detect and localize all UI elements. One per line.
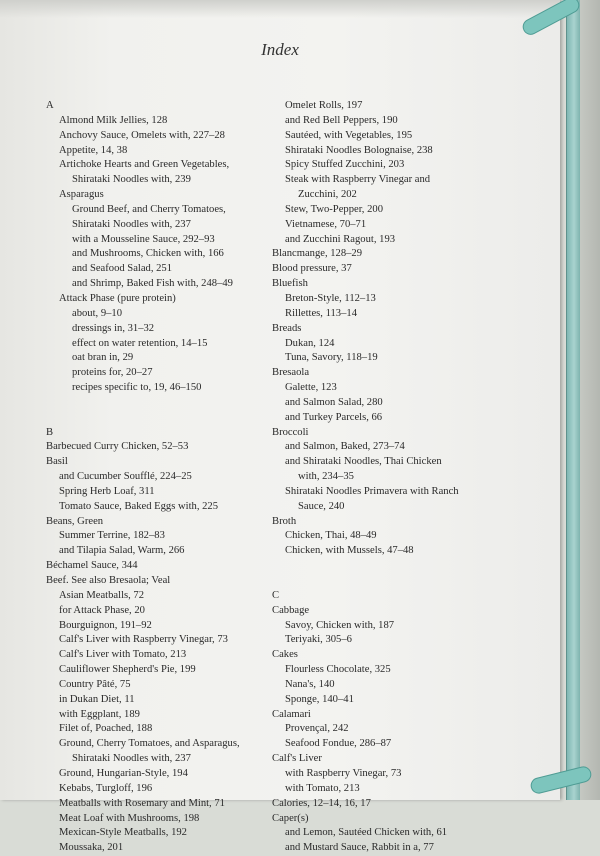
index-entry: proteins for, 20–27 <box>72 367 153 379</box>
index-entry: Steak with Raspberry Vinegar and <box>285 174 431 186</box>
index-entry: Basil <box>46 456 68 468</box>
spacer <box>272 574 507 589</box>
index-letter-heading: B <box>46 426 54 438</box>
index-entry: Broth <box>272 515 297 527</box>
index-entry: Cabbage <box>272 604 310 616</box>
index-entry: Moussaka, 201 <box>59 842 124 854</box>
spacer <box>272 559 507 574</box>
index-entry: Breads <box>272 322 302 334</box>
index-entry: Artichoke Hearts and Green Vegetables, <box>59 159 230 171</box>
index-entry: Zucchini, 202 <box>298 189 357 201</box>
index-letter-heading: A <box>46 100 54 111</box>
index-entry: Seafood Fondue, 286–87 <box>285 738 392 750</box>
index-entry: Vietnamese, 70–71 <box>285 218 367 230</box>
index-entry: Shirataki Noodles Bolognaise, 238 <box>285 144 433 156</box>
index-entry: and Lemon, Sautéed Chicken with, 61 <box>285 827 448 839</box>
index-entry: Spring Herb Loaf, 311 <box>59 485 155 497</box>
index-entry: with Raspberry Vinegar, 73 <box>285 767 402 779</box>
index-entry: Bresaola <box>272 367 310 379</box>
index-entry: effect on water retention, 14–15 <box>72 337 208 349</box>
index-entry: Beans, Green <box>46 515 104 527</box>
index-entry: Blood pressure, 37 <box>272 263 352 275</box>
index-entry: Filet of, Poached, 188 <box>59 723 153 735</box>
index-entry: Bourguignon, 191–92 <box>59 619 152 631</box>
index-entry: Almond Milk Jellies, 128 <box>59 114 168 126</box>
index-entry: Provençal, 242 <box>285 723 349 735</box>
index-entry: and Tilapia Salad, Warm, 266 <box>59 545 185 557</box>
index-entry: with Eggplant, 189 <box>59 708 140 720</box>
index-entry: Appetite, 14, 38 <box>59 144 128 156</box>
index-entry: Cakes <box>272 649 298 661</box>
index-entry: with Tomato, 213 <box>285 782 360 794</box>
index-entry: Calf's Liver <box>272 753 322 765</box>
index-entry: Shirataki Noodles with, 237 <box>72 753 191 765</box>
index-entry: Attack Phase (pure protein) <box>59 292 176 304</box>
index-entry: Blancmange, 128–29 <box>272 248 363 260</box>
index-column-right <box>272 99 507 856</box>
index-entry: Sponge, 140–41 <box>285 693 354 705</box>
index-entry: Sautéed, with Vegetables, 195 <box>285 129 413 141</box>
index-entry: and Shrimp, Baked Fish with, 248–49 <box>72 278 233 290</box>
index-entry: Kebabs, Turgloff, 196 <box>59 782 153 794</box>
index-letter-heading: C <box>272 589 280 601</box>
index-entry: Ground, Hungarian-Style, 194 <box>59 767 188 779</box>
index-entry: dressings in, 31–32 <box>72 322 155 334</box>
index-entry: Tuna, Savory, 118–19 <box>285 352 378 364</box>
index-entry: Calf's Liver with Raspberry Vinegar, 73 <box>59 634 228 646</box>
index-entry: with a Mousseline Sauce, 292–93 <box>72 233 215 245</box>
index-entry: Calories, 12–14, 16, 17 <box>272 797 371 809</box>
index-entry: Rillettes, 113–14 <box>285 307 357 319</box>
index-entry: Shirataki Noodles Primavera with Ranch <box>285 485 459 497</box>
binder-edge <box>566 0 581 800</box>
index-entry: Bluefish <box>272 278 308 290</box>
spacer <box>46 396 281 411</box>
index-entry: Shirataki Noodles with, 237 <box>72 218 191 230</box>
index-entry: Béchamel Sauce, 344 <box>46 560 138 572</box>
index-entry: Cauliflower Shepherd's Pie, 199 <box>59 664 196 676</box>
index-entry: Summer Terrine, 182–83 <box>59 530 165 542</box>
index-entry: and Mustard Sauce, Rabbit in a, 77 <box>285 842 434 854</box>
background-surface <box>580 0 600 800</box>
index-entry: and Salmon Salad, 280 <box>285 396 383 408</box>
index-column-left <box>46 99 281 856</box>
index-entry: with, 234–35 <box>298 471 354 483</box>
index-entry: Flourless Chocolate, 325 <box>285 664 391 676</box>
index-entry: Asparagus <box>59 189 104 201</box>
index-entry: Tomato Sauce, Baked Eggs with, 225 <box>59 500 219 512</box>
index-entry: and Salmon, Baked, 273–74 <box>285 441 405 453</box>
index-entry: Beef. See also Bresaola; Veal <box>46 575 171 586</box>
page-title: Index <box>261 40 299 59</box>
page-shadow <box>0 0 560 18</box>
index-entry: Shirataki Noodles with, 239 <box>72 174 191 186</box>
index-entry: Dukan, 124 <box>285 337 335 349</box>
index-entry: and Turkey Parcels, 66 <box>285 411 383 423</box>
index-entry: for Attack Phase, 20 <box>59 604 145 616</box>
index-entry: and Red Bell Peppers, 190 <box>285 114 398 126</box>
index-entry: and Mushrooms, Chicken with, 166 <box>72 248 224 260</box>
index-entry: Breton-Style, 112–13 <box>285 292 376 304</box>
index-entry: Caper(s) <box>272 812 309 824</box>
index-entry: Meatballs with Rosemary and Mint, 71 <box>59 797 225 809</box>
index-entry: Chicken, Thai, 48–49 <box>285 530 377 542</box>
index-entry: Country Pâté, 75 <box>59 678 131 690</box>
index-entry: Barbecued Curry Chicken, 52–53 <box>46 441 189 453</box>
index-entry: and Shirataki Noodles, Thai Chicken <box>285 456 442 468</box>
index-entry: Omelet Rolls, 197 <box>285 100 363 111</box>
index-entry: Calamari <box>272 708 311 720</box>
index-entry: Galette, 123 <box>285 382 337 394</box>
index-entry: Stew, Two-Pepper, 200 <box>285 203 383 215</box>
index-entry: recipes specific to, 19, 46–150 <box>72 382 202 394</box>
index-entry: and Zucchini Ragout, 193 <box>285 233 396 245</box>
index-entry: Spicy Stuffed Zucchini, 203 <box>285 159 405 171</box>
index-entry: Ground Beef, and Cherry Tomatoes, <box>72 203 226 215</box>
index-entry: Mexican-Style Meatballs, 192 <box>59 827 187 839</box>
index-entry: Meat Loaf with Mushrooms, 198 <box>59 812 200 824</box>
index-entry: Sauce, 240 <box>298 500 345 512</box>
index-entry: Calf's Liver with Tomato, 213 <box>59 649 187 661</box>
index-entry: Savoy, Chicken with, 187 <box>285 619 395 631</box>
index-entry: Ground, Cherry Tomatoes, and Asparagus, <box>59 738 240 750</box>
index-entry: Chicken, with Mussels, 47–48 <box>285 545 414 557</box>
index-entry: Nana's, 140 <box>285 678 335 690</box>
index-entry: and Seafood Salad, 251 <box>72 263 173 275</box>
index-entry: in Dukan Diet, 11 <box>59 693 135 705</box>
index-entry: Teriyaki, 305–6 <box>285 634 352 646</box>
spacer <box>46 411 281 426</box>
index-entry: Anchovy Sauce, Omelets with, 227–28 <box>59 129 225 141</box>
index-entry: about, 9–10 <box>72 307 123 319</box>
index-entry: Broccoli <box>272 426 309 438</box>
index-entry: Asian Meatballs, 72 <box>59 589 145 601</box>
index-entry: oat bran in, 29 <box>72 352 134 364</box>
index-entry: and Cucumber Soufflé, 224–25 <box>59 471 192 483</box>
